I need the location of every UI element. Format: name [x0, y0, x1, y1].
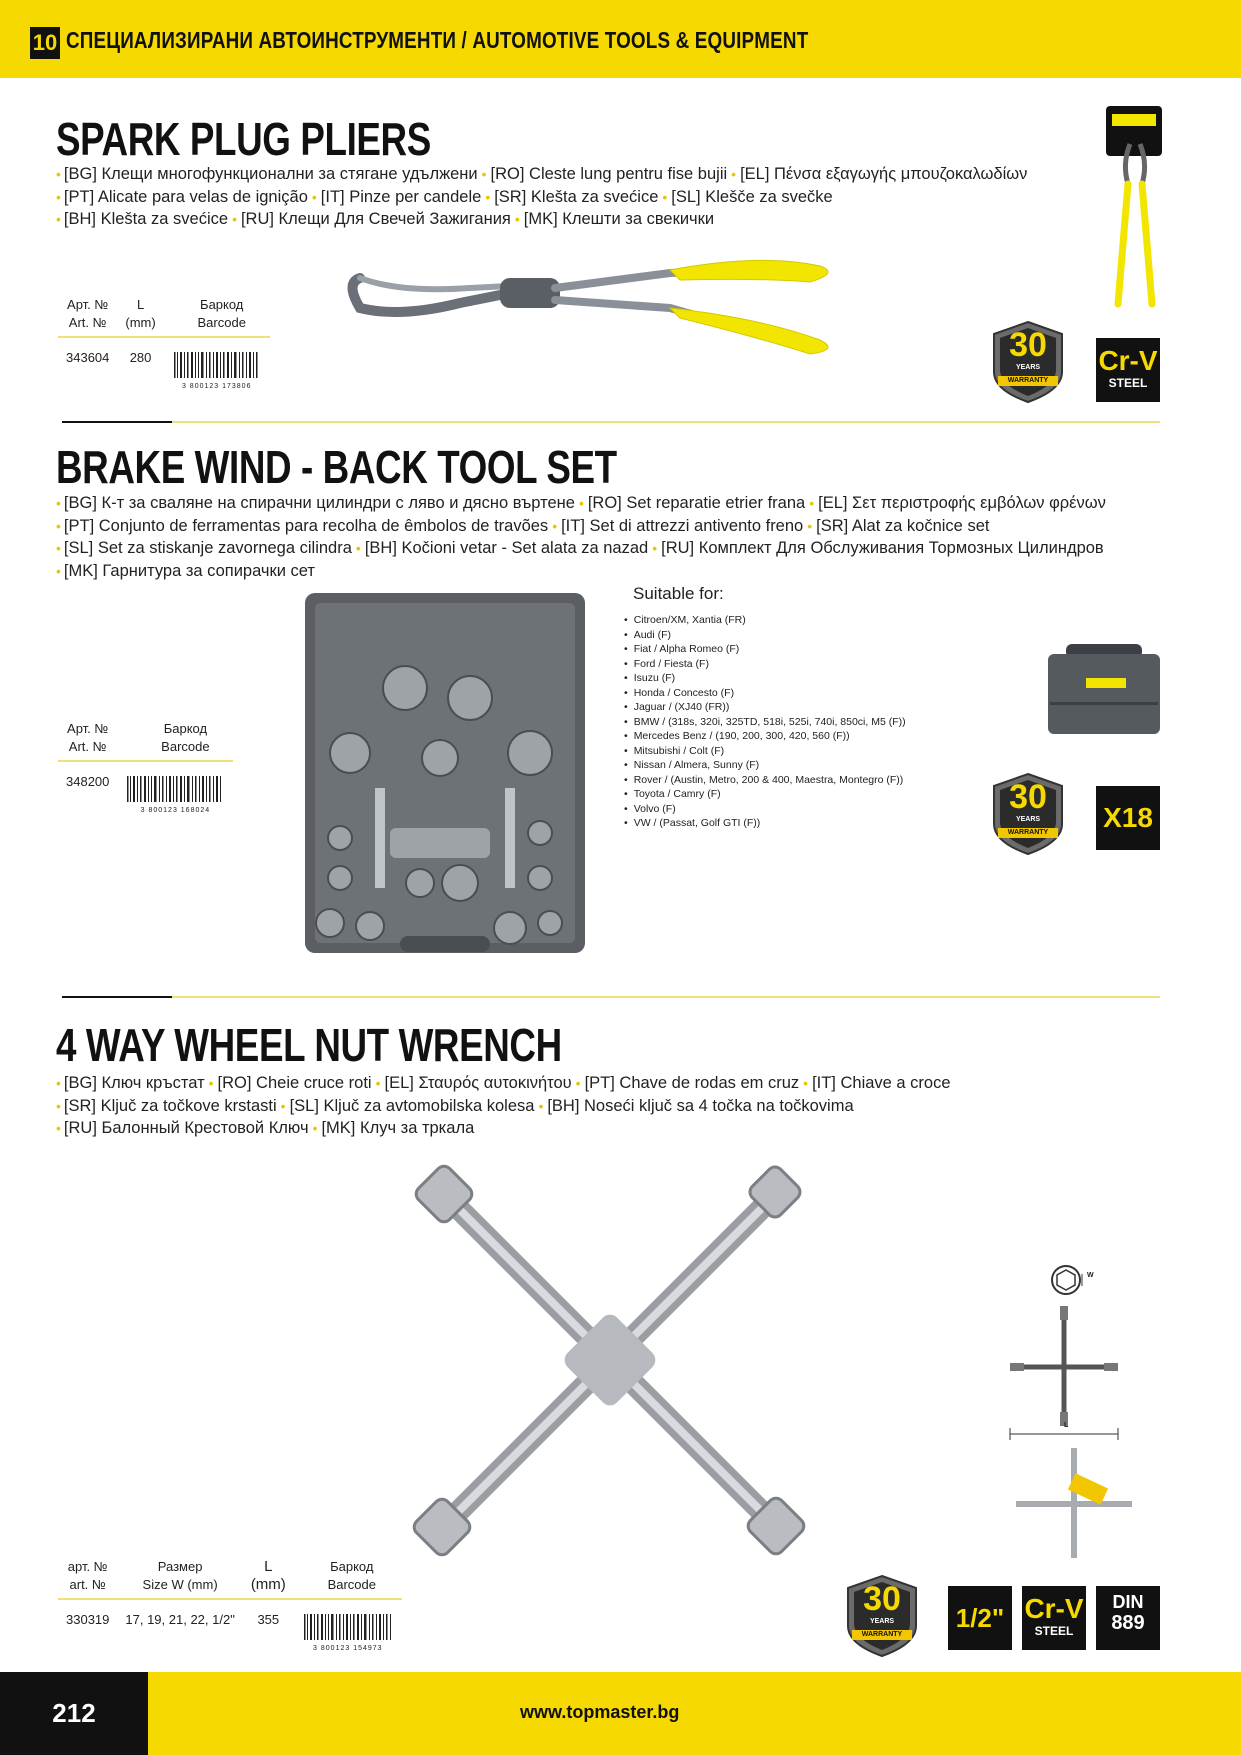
barcode: [164, 337, 270, 390]
suitable-vehicles-list: [624, 613, 906, 831]
website-url: www.topmaster.bg: [520, 1702, 680, 1722]
list-item: • Nissan / Almera, Sunny (F): [624, 758, 906, 773]
pieces-count-badge: X18: [1096, 786, 1160, 850]
desc-line: • [SR] Ključ za točkove krstasti • [SL] Ključ za avtomobilska kolesa • [BH] Noseći ključ sa 4 točka na točkovima: [56, 1096, 854, 1115]
barcode-image: [172, 350, 262, 386]
col-size: Размер Size W (mm): [117, 1558, 242, 1599]
list-item: • Audi (F): [624, 628, 906, 643]
art-number: 348200: [66, 774, 110, 789]
desc-line: • [BG] Клещи многофункционални за стягане удължени • [RO] Cleste lung pentru fise bujii • [EL] Πένσα εξαγωγής μπουζοκαλωδίων: [56, 165, 1028, 183]
spark-plug-pliers-image: [340, 248, 900, 388]
col-art: Арт. № Art. №: [58, 296, 117, 337]
list-item: • Ford / Fiesta (F): [624, 657, 906, 672]
barcode-image: [125, 774, 225, 810]
footer-bar: [0, 1672, 1241, 1755]
list-item: • Volvo (F): [624, 802, 906, 817]
desc-line: • [PT] Alicate para velas de ignição • [IT] Pinze per candele • [SR] Klešta za svećice • [SL] Klešče za svečke: [56, 187, 833, 206]
list-item: • Fiat / Alpha Romeo (F): [624, 642, 906, 657]
crv-steel-badge: Cr-V STEEL: [1096, 338, 1160, 402]
desc-line: • [BH] Klešta za svećice • [RU] Клещи Для Свечей Зажигания • [MK] Клешти за свекички: [56, 210, 715, 228]
col-length: L (mm): [243, 1558, 294, 1599]
col-length: L (mm): [117, 296, 163, 337]
product-description: [56, 1072, 1156, 1140]
warranty-years: 30: [863, 1580, 901, 1618]
product-description: [56, 492, 1156, 582]
col-barcode: Баркод Barcode: [117, 720, 233, 761]
crv-steel-badge: Cr-V STEEL: [1022, 1586, 1086, 1650]
warranty-badge: 30 YEARS WARRANTY: [844, 1574, 920, 1663]
warranty-badge: 30 YEARS WARRANTY: [990, 320, 1066, 409]
desc-line: • [BG] Ключ кръстат • [RO] Cheie cruce roti • [EL] Σταυρός αυτοκινήτου • [PT] Chave de rodas em cruz • [IT] Chiave a croce: [56, 1074, 951, 1092]
dimension-diagram: [1004, 1262, 1124, 1442]
art-number: 330319: [66, 1612, 110, 1627]
chapter-number: 10: [30, 27, 60, 59]
barcode-number: 3 800123 168024: [140, 807, 211, 814]
desc-line: • [BG] К-т за сваляне на спирачни цилиндри с ляво и дясно въртене • [RO] Set reparatie etrier frana • [EL] Σετ περιστροφής εμβόλων φρένων: [56, 494, 1106, 512]
spec-table: [58, 296, 270, 390]
list-item: • Honda / Concesto (F): [624, 686, 906, 701]
barcode: [294, 1599, 402, 1652]
list-item: • Mercedes Benz / (190, 200, 300, 420, 560 (F)): [624, 729, 906, 744]
product-title: 4 WAY WHEEL NUT WRENCH: [56, 1019, 562, 1071]
pliers-package-image: [1100, 104, 1170, 314]
drive-size-badge: 1/2": [948, 1586, 1012, 1650]
wheel-wrench-thumbnail: [1010, 1442, 1138, 1564]
length-value: 280: [129, 350, 152, 365]
desc-line: • [RU] Балонный Крестовой Ключ • [MK] Клуч за тркала: [56, 1119, 475, 1137]
list-item: • Rover / (Austin, Metro, 200 & 400, Maestra, Montegro (F)): [624, 773, 906, 788]
list-item: • Isuzu (F): [624, 671, 906, 686]
chapter-title: СПЕЦИАЛИЗИРАНИ АВТОИНСТРУМЕНТИ / AUTOMOTIVE TOOLS & EQUIPMENT: [66, 27, 809, 53]
list-item: • Toyota / Camry (F): [624, 787, 906, 802]
spec-table: [58, 720, 233, 814]
section-divider: [62, 421, 172, 423]
col-art: Арт. № Art. №: [58, 720, 117, 761]
spec-table: [58, 1558, 402, 1652]
col-barcode: Баркод Barcode: [164, 296, 270, 337]
desc-line: • [SL] Set za stiskanje zavornega cilindra • [BH] Kočioni vetar - Set alata za nazad • [RU] Комплект Для Обслуживания Тормозных Цилиндров: [56, 539, 1104, 557]
suitable-for-title: Suitable for:: [633, 584, 724, 603]
dimension-l-label: L: [1064, 1422, 1069, 1429]
page-number: 212: [0, 1672, 148, 1755]
col-art: арт. № art. №: [58, 1558, 117, 1599]
size-value: 17, 19, 21, 22, 1/2": [125, 1612, 235, 1627]
desc-line: • [PT] Conjunto de ferramentas para recolha de êmbolos de travões • [IT] Set di attrezzi antivento freno • [SR] Alat za kočnice set: [56, 516, 990, 535]
header-bar: [0, 0, 1241, 78]
product-title: SPARK PLUG PLIERS: [56, 113, 431, 165]
list-item: • Citroen/XM, Xantia (FR): [624, 613, 906, 628]
col-barcode: Баркод Barcode: [294, 1558, 402, 1599]
product-description: [56, 163, 1156, 231]
warranty-badge: 30 YEARS WARRANTY: [990, 772, 1066, 861]
list-item: • Mitsubishi / Colt (F): [624, 744, 906, 759]
list-item: • BMW / (318s, 320i, 325TD, 518i, 525i, 740i, 850ci, M5 (F)): [624, 715, 906, 730]
dimension-w-label: W: [1087, 1272, 1094, 1279]
barcode-image: [302, 1612, 394, 1648]
section-divider: [62, 996, 172, 998]
warranty-years: 30: [1009, 326, 1047, 364]
warranty-years: 30: [1009, 778, 1047, 816]
product-title: BRAKE WIND - BACK TOOL SET: [56, 441, 617, 493]
list-item: • Jaguar / (XJ40 (FR)): [624, 700, 906, 715]
tool-case-closed-image: [1046, 642, 1162, 736]
brake-tool-set-image: [300, 588, 590, 958]
barcode-number: 3 800123 154973: [313, 1645, 383, 1652]
art-number: 343604: [66, 350, 110, 365]
desc-line: • [MK] Гарнитура за сопирачки сет: [56, 561, 315, 580]
din-standard-badge: DIN 889: [1096, 1586, 1160, 1650]
barcode: [117, 761, 233, 814]
wheel-wrench-image: [400, 1150, 820, 1570]
length-value: 355: [257, 1612, 280, 1627]
barcode-number: 3 800123 173806: [181, 383, 252, 390]
list-item: • VW / (Passat, Golf GTI (F)): [624, 816, 906, 831]
